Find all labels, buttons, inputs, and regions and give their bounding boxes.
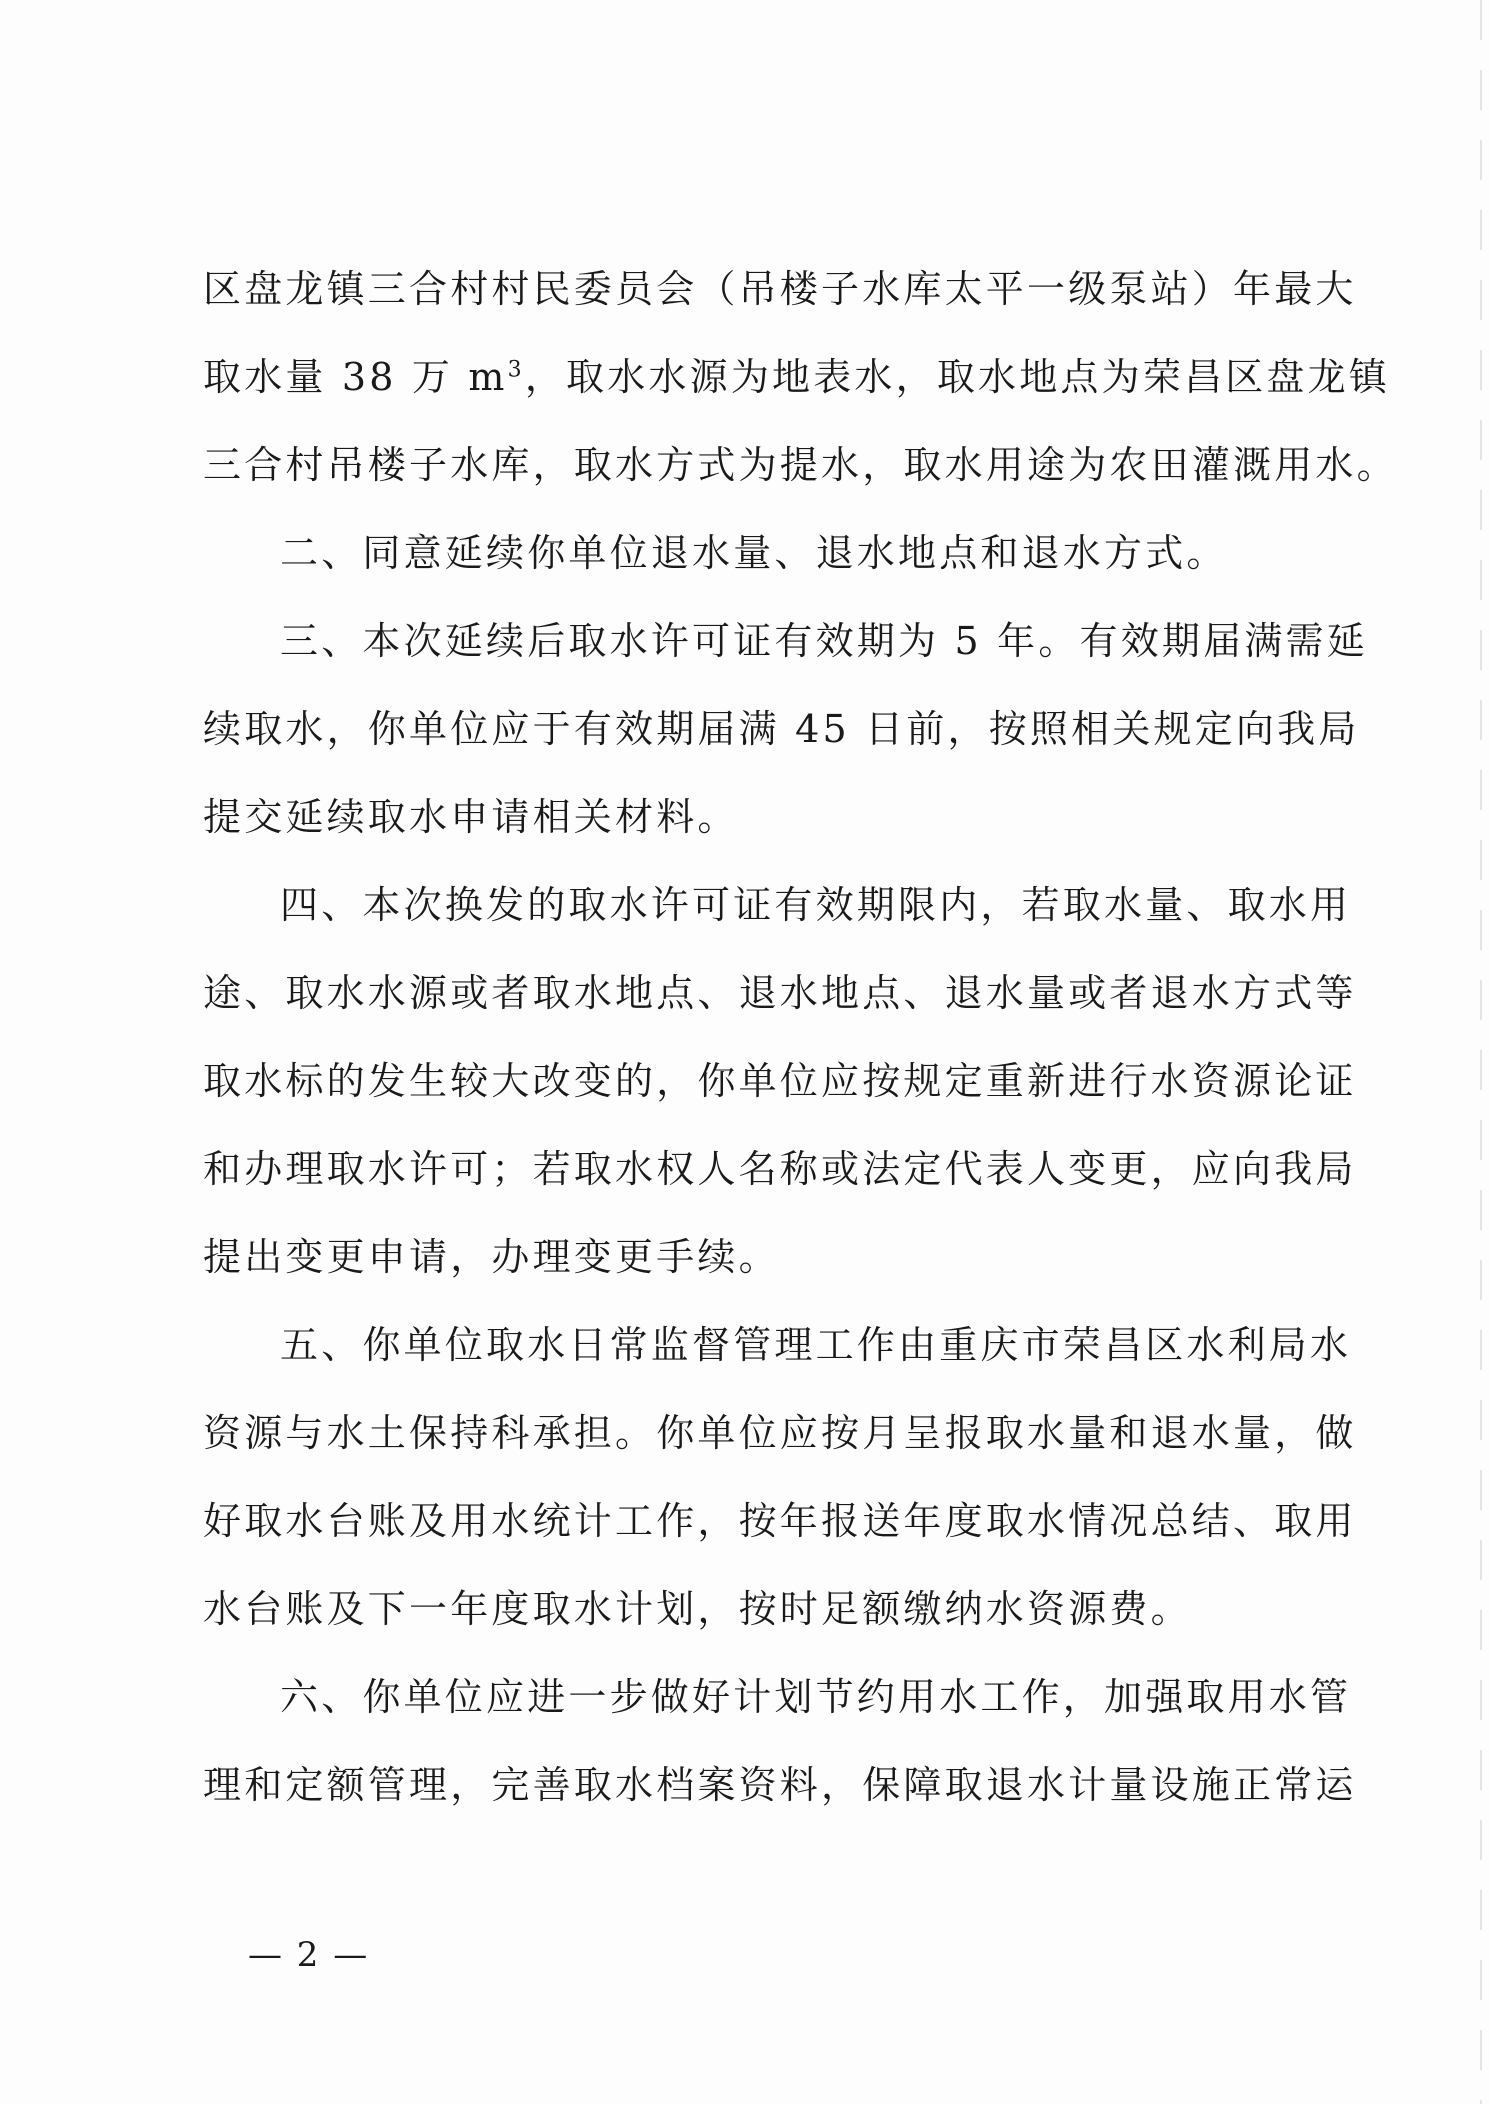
text-line-2-start: 取水量 38 万 m bbox=[203, 355, 508, 399]
paragraph-6-line-2: 理和定额管理，完善取水档案资料，保障取退水计量设施正常运 bbox=[203, 1763, 1357, 1807]
text-line-2 bbox=[203, 333, 1391, 421]
paragraph-4-line-5: 提出变更申请，办理变更手续。 bbox=[203, 1235, 780, 1279]
paragraph-5-line-3: 好取水台账及用水统计工作，按年报送年度取水情况总结、取用 bbox=[203, 1499, 1357, 1543]
paragraph-4-line-3: 取水标的发生较大改变的，你单位应按规定重新进行水资源论证 bbox=[203, 1059, 1357, 1103]
document-body bbox=[203, 245, 1398, 1829]
text-line-2-end: ，取水水源为地表水，取水地点为荣昌区盘龙镇 bbox=[524, 355, 1391, 399]
paragraph-5-line-4: 水台账及下一年度取水计划，按时足额缴纳水资源费。 bbox=[203, 1587, 1192, 1631]
paragraph-5-line-1: 五、你单位取水日常监督管理工作由重庆市荣昌区水利局水 bbox=[280, 1323, 1352, 1367]
paragraph-3-line-3: 提交延续取水申请相关材料。 bbox=[203, 795, 739, 839]
paragraph-6-line-1: 六、你单位应进一步做好计划节约用水工作，加强取用水管 bbox=[280, 1675, 1352, 1719]
page-number: — 2 — bbox=[248, 1935, 370, 1975]
scan-edge-artifact bbox=[1480, 0, 1482, 2104]
paragraph-5-line-2: 资源与水土保持科承担。你单位应按月呈报取水量和退水量，做 bbox=[203, 1411, 1357, 1455]
paragraph-3-line-2: 续取水，你单位应于有效期届满 45 日前，按照相关规定向我局 bbox=[203, 707, 1360, 751]
text-line-3: 三合村吊楼子水库，取水方式为提水，取水用途为农田灌溉用水。 bbox=[203, 443, 1398, 487]
paragraph-3-line-1: 三、本次延续后取水许可证有效期为 5 年。有效期届满需延 bbox=[280, 619, 1368, 663]
paragraph-4-line-1: 四、本次换发的取水许可证有效期限内，若取水量、取水用 bbox=[280, 883, 1352, 927]
cubic-superscript: 3 bbox=[507, 357, 525, 383]
paragraph-4-line-4: 和办理取水许可；若取水权人名称或法定代表人变更，应向我局 bbox=[203, 1147, 1357, 1191]
text-line-1: 区盘龙镇三合村村民委员会（吊楼子水库太平一级泵站）年最大 bbox=[203, 267, 1357, 311]
paragraph-2-line-1: 二、同意延续你单位退水量、退水地点和退水方式。 bbox=[280, 531, 1228, 575]
paragraph-4-line-2: 途、取水水源或者取水地点、退水地点、退水量或者退水方式等 bbox=[203, 971, 1357, 1015]
